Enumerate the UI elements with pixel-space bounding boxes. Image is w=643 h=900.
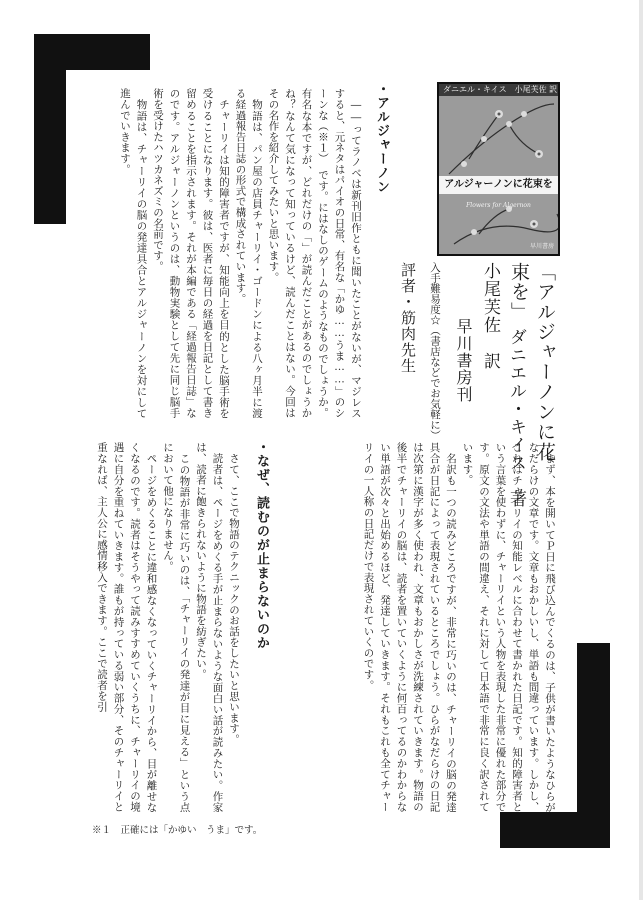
book-cover-image [437,82,560,256]
corner-bracket-bottom-vertical [577,643,610,848]
section-heading-algernon: ・アルジャーノン [374,82,389,194]
page-edge [639,0,643,900]
section3-paragraph: 読者は、ページをめくる手が止まらないような面白い話が読みたい。作家は、読者に飽きられないように物語を紡ぎたい。 [195,442,224,812]
section2-paragraph: まず、本を開いてＰ日に飛び込んでくるのは、子供が書いたようなひらがなだらけの文章です。文章もおかしいし、単語も間違っています。しかし、これはチャーリイの知能レベルに合わせて書かれた日記です。知的障害者という言葉を使わずに、チャーリイという人物を表現した非常に優れた部分です。原文の文法や単語の間違え、それに対して日本語で非常に良く訳されています。 [461,442,556,812]
section1-body [92,88,364,418]
section1-paragraph: ――ってラノベは新刊旧作ともに聞いたことがないが、マジレスすると、元ネタはパイオの日常、有名な「かゆ……うま……」のシーンな（※１） です。にはなしのゲームのようなものでしょうか。有名な本ですが、どれだけの「」が読んだことがあるのでしょうかね？なんて気になって知っているけど、読んだことはない。今回はその名作を紹介してみたいと思います。 [267,88,362,418]
book-publisher: 早川書房刊 [454,318,473,403]
cover-author-strip: ダニエル・キイス 小尾芙佐 訳 [439,84,558,96]
cover-publisher: 早川書房 [529,243,554,250]
section3-paragraph: さて、ここで物語のテクニックのお話をしたいと思います。 [228,452,240,745]
book-title-line2: 束を」 [508,262,530,322]
section2-paragraph: 名訳も一つの読みどころですが、非常に巧いのは、チャーリイの脳の発達具合が日記によって表現されているところでしょう。ひらがなだらけの日記は次第に漢字が多く使われ、文章もおかしさが洗練されていきます。物語の後半でチャーリイの脳は、読者を置いていくように何百ってるのかわからない単語が次々と出始めるほど、発達していきます。それもこれも全てチャーリイの一人称の日記だけで表現されていくのです。 [362,442,457,812]
section3-paragraph: この物語が非常に巧いのは、「チャーリイの発達が目に見える」という点において他になりません。 [162,442,191,812]
section2-body [280,442,558,812]
section-heading-why: ・なぜ、読むのが止まらないのか [254,440,269,650]
cover-title: アルジャーノンに花束を [439,176,558,194]
section3-body [82,442,242,812]
section3-paragraph: ページをめくることに違和感なくなっていくチャーリイから、目が離せなくなるのです。読者はそうやって読みすすめていくうちに、チャーリイの境遇に自分を重ねていきます。誰もが持っている弱い部分、そのチャーリイと重なれば、主人公に感情移入できます。ここで読者を引 [96,442,158,812]
section1-paragraph: 物語は、チャーリイの脳の発達具合とアルジャーノンを対にして進んでいきます。 [119,88,148,418]
section1-paragraph: チャーリイは知的障害者ですが、知能向上を目的とした脳手術を受けることになります。彼は、医者に毎日の経過を日記として書き留めることを指示されます。それが本編である「経過報告日誌」なのです。アルジャーノンというのは、動物実験として先に同じ脳手術を受けたハツカネズミの名前です。 [152,88,230,418]
cover-subtitle: Flowers for Algernon [466,202,531,209]
reviewer: 評者・筋肉先生 [399,262,417,374]
corner-bracket-top-vertical [34,34,66,224]
cover-flower-illustration [439,84,558,254]
book-author: ダニエル・キイス 著 [506,328,526,508]
footnote: ※１ 正確には「かゆい うま」です。 [92,825,263,836]
section1-paragraph: 物語は、パン屋の店員チャーリイ・ゴードンによる八ヶ月半に渡る経過報告日誌の形式で構成されています。 [234,88,263,418]
purchase-difficulty: 入手難易度☆（書店などでお気軽に） [429,262,441,441]
book-title-line1: 「アルジャーノンに花 [534,262,556,462]
book-translator: 小尾芙佐 訳 [480,262,500,370]
